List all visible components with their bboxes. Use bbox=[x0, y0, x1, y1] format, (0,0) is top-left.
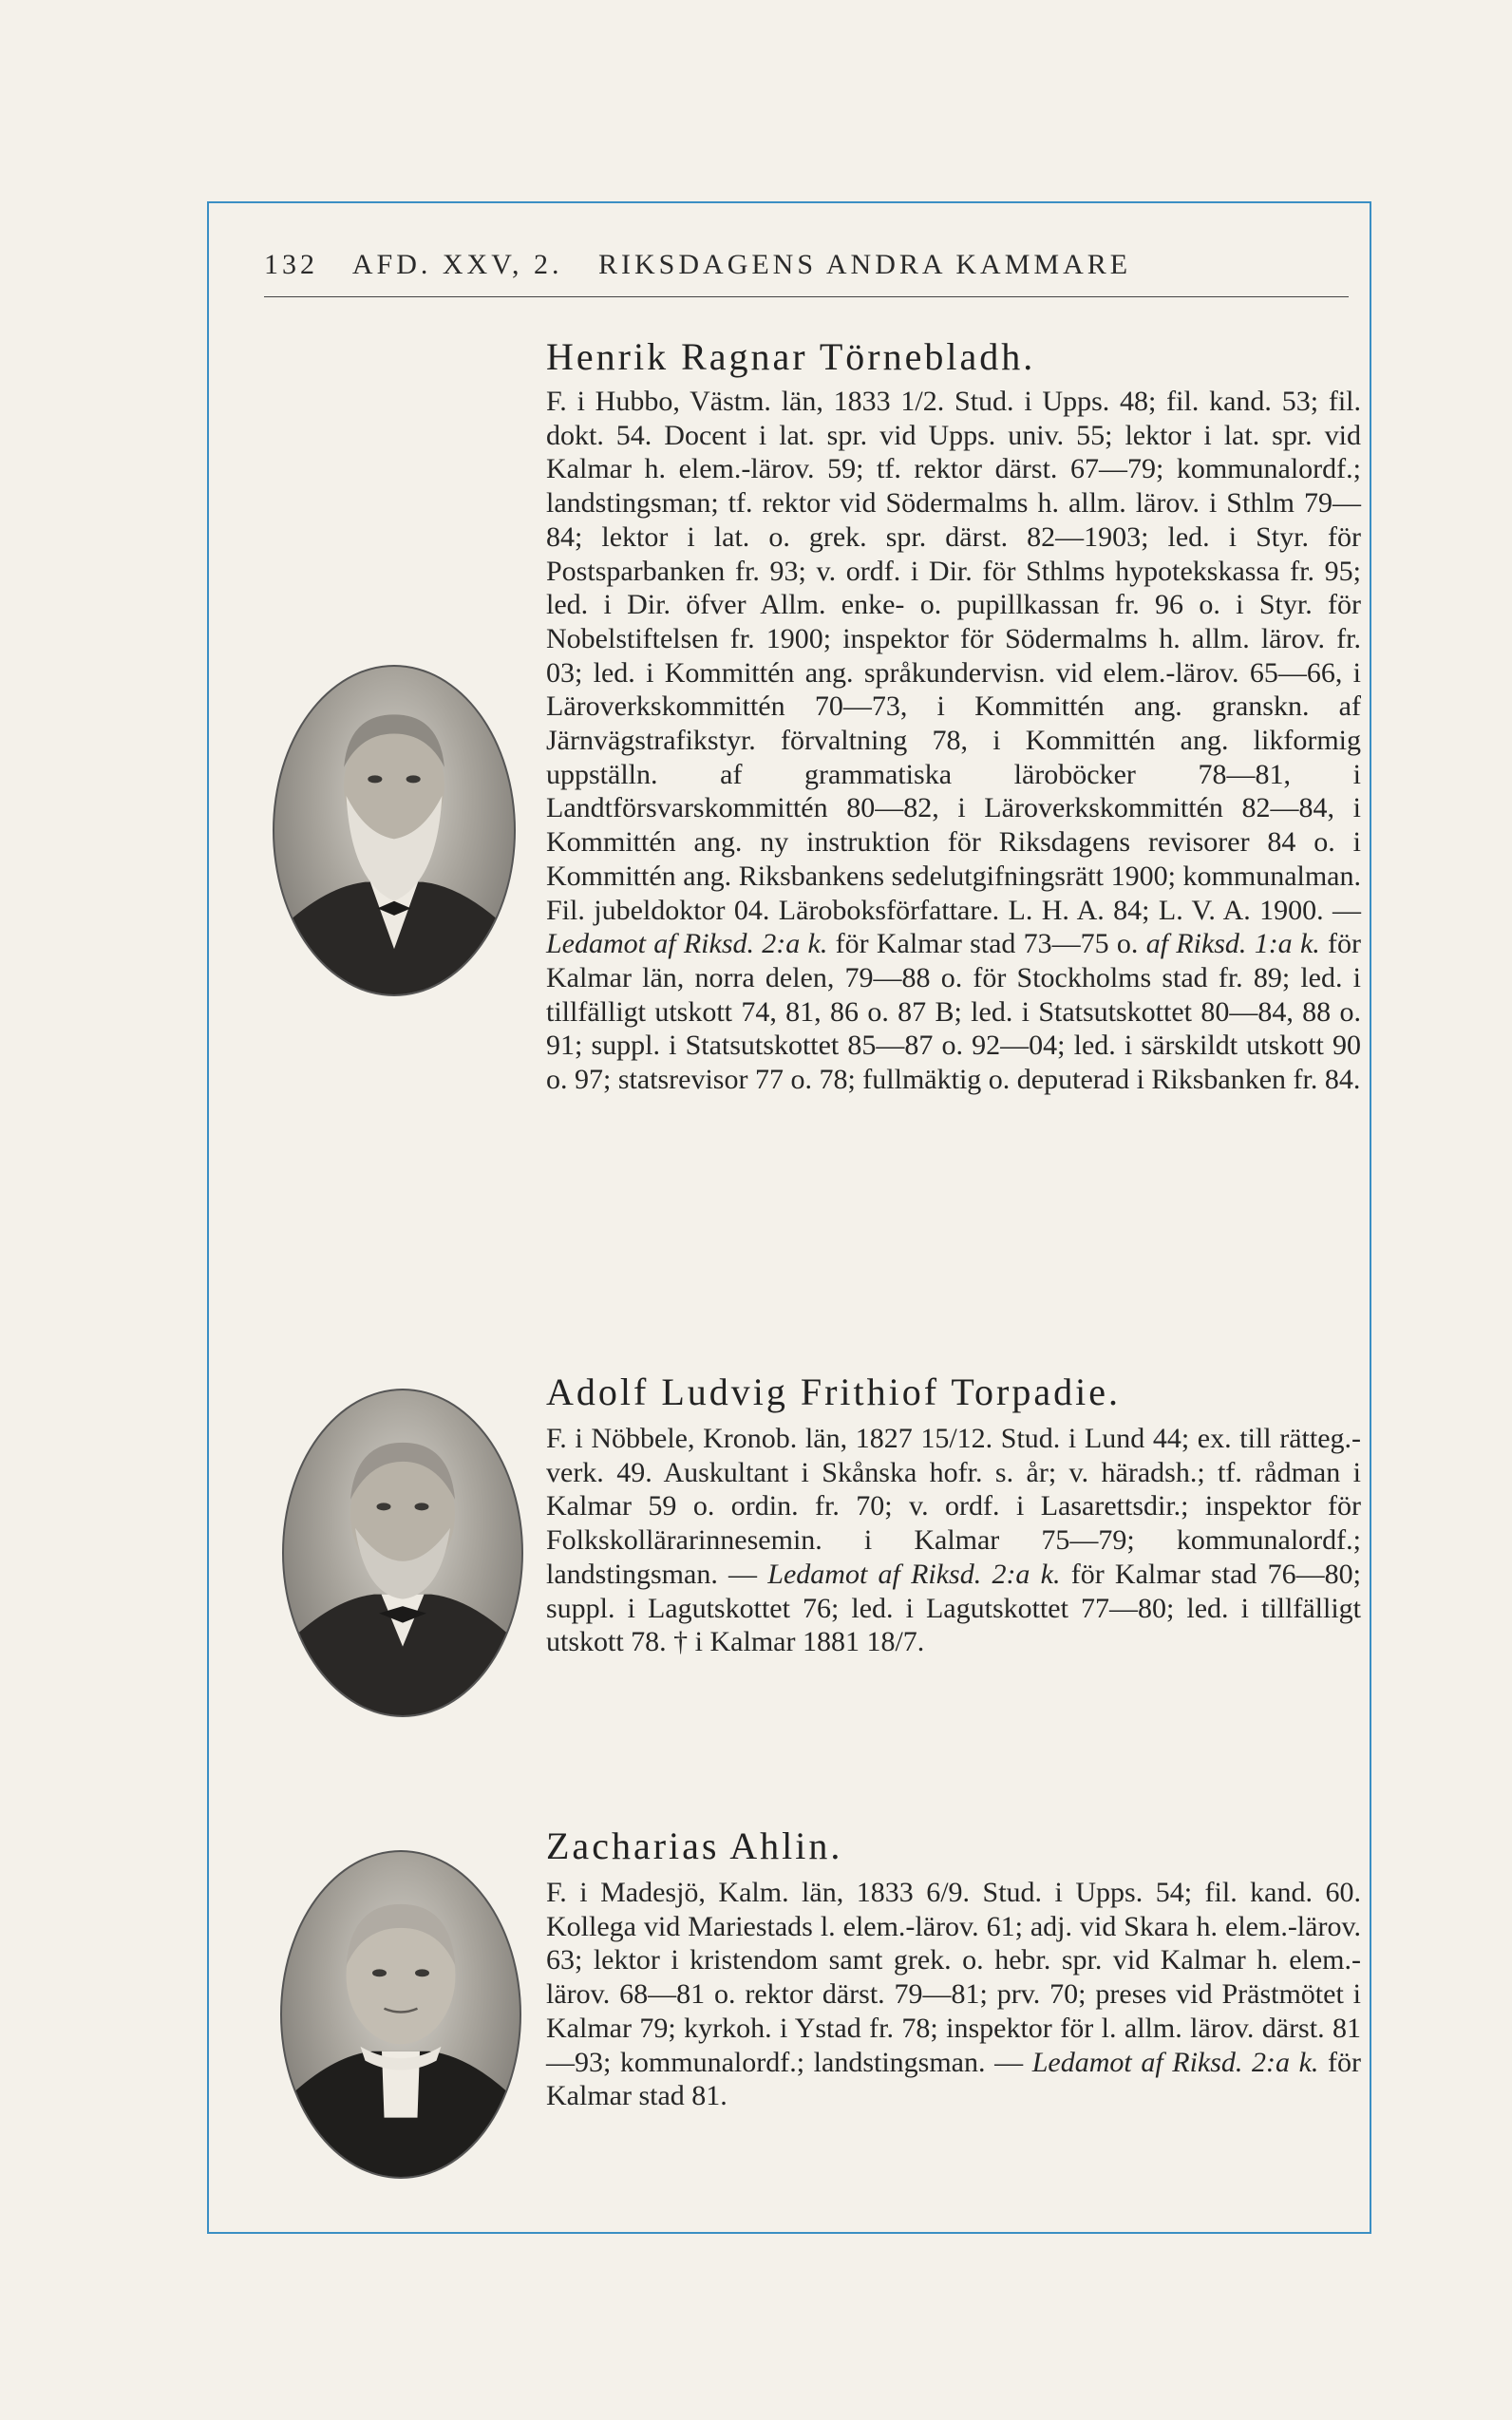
entry-bio bbox=[546, 1876, 1361, 2113]
bio-italic: Ledamot af Riksd. 2:a k. bbox=[767, 1558, 1061, 1590]
entry-name: Henrik Ragnar Törnebladh. bbox=[546, 335, 1036, 378]
portrait-torpadie bbox=[282, 1389, 523, 1717]
bio-text: för Kalmar stad 73—75 o. bbox=[835, 928, 1139, 960]
bio-text: för Kalmar stad 81. bbox=[546, 2046, 1362, 2112]
bio-text: för Kalmar stad 76—80; suppl. i Lagutskottet 76; led. i Lagutskottet 77—80; led. i tillfälligt utskott 78. † i Kalmar 1881 18/7. bbox=[546, 1558, 1361, 1658]
entry-bio bbox=[546, 385, 1361, 1097]
entry-bio bbox=[546, 1422, 1361, 1659]
header-title: RIKSDAGENS ANDRA KAMMARE bbox=[598, 249, 1132, 280]
entry-name: Adolf Ludvig Frithiof Torpadie. bbox=[546, 1371, 1121, 1413]
bio-text: för Kalmar län, norra delen, 79—88 o. för Stockholms stad fr. 89; led. i tillfälligt utskott 74, 81, 86 o. 87 B; led. i Statsutskottet 80—84, 88 o. 91; suppl. i Statsutskottet 85—87 o. 92—04; led. i särskildt utskott 90 o. 97; statsrevisor 77 o. 78; fullmäktig o. deputerad i Riksbanken fr. 84. bbox=[546, 928, 1362, 1096]
portrait-tornebladh bbox=[273, 665, 516, 996]
bio-text: F. i Nöbbele, Kronob. län, 1827 15/12. Stud. i Lund 44; ex. till rätteg.-verk. 49. Auskultant i Skånska hofr. s. år; v. häradsh.; tf. rådman i Kalmar 59 o. ordin. fr. 70; v. ordf. i Lasarettsdir.; inspektor för Folkskollärarinnesemin. i Kalmar 75—79; kommunalordf.; landstingsman. — bbox=[546, 1423, 1361, 1590]
bio-italic: af Riksd. 1:a k. bbox=[1145, 928, 1320, 960]
portrait-ahlin bbox=[280, 1850, 521, 2179]
bio-italic: Ledamot af Riksd. 2:a k. bbox=[1031, 2046, 1319, 2078]
bio-text: F. i Madesjö, Kalm. län, 1833 6/9. Stud. i Upps. 54; fil. kand. 60. Kollega vid Mariestads l. elem.-lärov. 61; adj. vid Skara h. elem.-lärov. 63; lektor i kristendom samt grek. o. hebr. spr. vid Kalmar h. elem.-lärov. 68—81 o. rektor därst. 79—81; prv. 70; preses vid Prästmötet i Kalmar 79; kyrkoh. i Ystad fr. 78; inspektor för l. allm. lärov. därst. 81—93; kommunalordf.; landstingsman. — bbox=[546, 1877, 1361, 2078]
running-header bbox=[264, 249, 1349, 297]
entry-name: Zacharias Ahlin. bbox=[546, 1824, 843, 1867]
bio-italic: Ledamot af Riksd. 2:a k. bbox=[546, 928, 828, 960]
section-label: AFD. XXV, 2. bbox=[351, 249, 563, 280]
page-number: 132 bbox=[264, 249, 318, 280]
bio-text: F. i Hubbo, Västm. län, 1833 1/2. Stud. i Upps. 48; fil. kand. 53; fil. dokt. 54. Docent i lat. spr. vid Upps. univ. 55; lektor i lat. spr. vid Kalmar h. elem.-lärov. 59; tf. rektor därst. 67—79; kommunalordf.; landstingsman; tf. rektor vid Södermalms h. allm. lärov. i Sthlm 79—84; lektor i lat. o. grek. spr. därst. 82—1903; led. i Styr. för Postsparbanken fr. 93; v. ordf. i Dir. för Sthlms hypotekskassa fr. 95; led. i Dir. öfver Allm. enke- o. pupillkassan fr. 96 o. i Styr. för Nobelstiftelsen fr. 1900; inspektor för Södermalms h. allm. lärov. fr. 03; led. i Kommittén ang. språkundervisn. vid elem.-lärov. 65—66, i Läroverkskommittén 70—73, i Kommittén ang. granskn. af Järnvägstrafikstyr. förvaltning 78, i Kommittén ang. likformig uppställn. af grammatiska läroböcker 78—81, i Landtförsvarskommittén 80—82, i Läroverkskommittén 82—84, i Kommittén ang. ny instruktion för Riksdagens revisorer 84 o. i Kommittén ang. Riksbankens sedelutgifningsrätt 1900; kommunalman. Fil. jubeldoktor 04. Läroboksförfattare. L. H. A. 84; L. V. A. 1900. — bbox=[546, 386, 1361, 926]
